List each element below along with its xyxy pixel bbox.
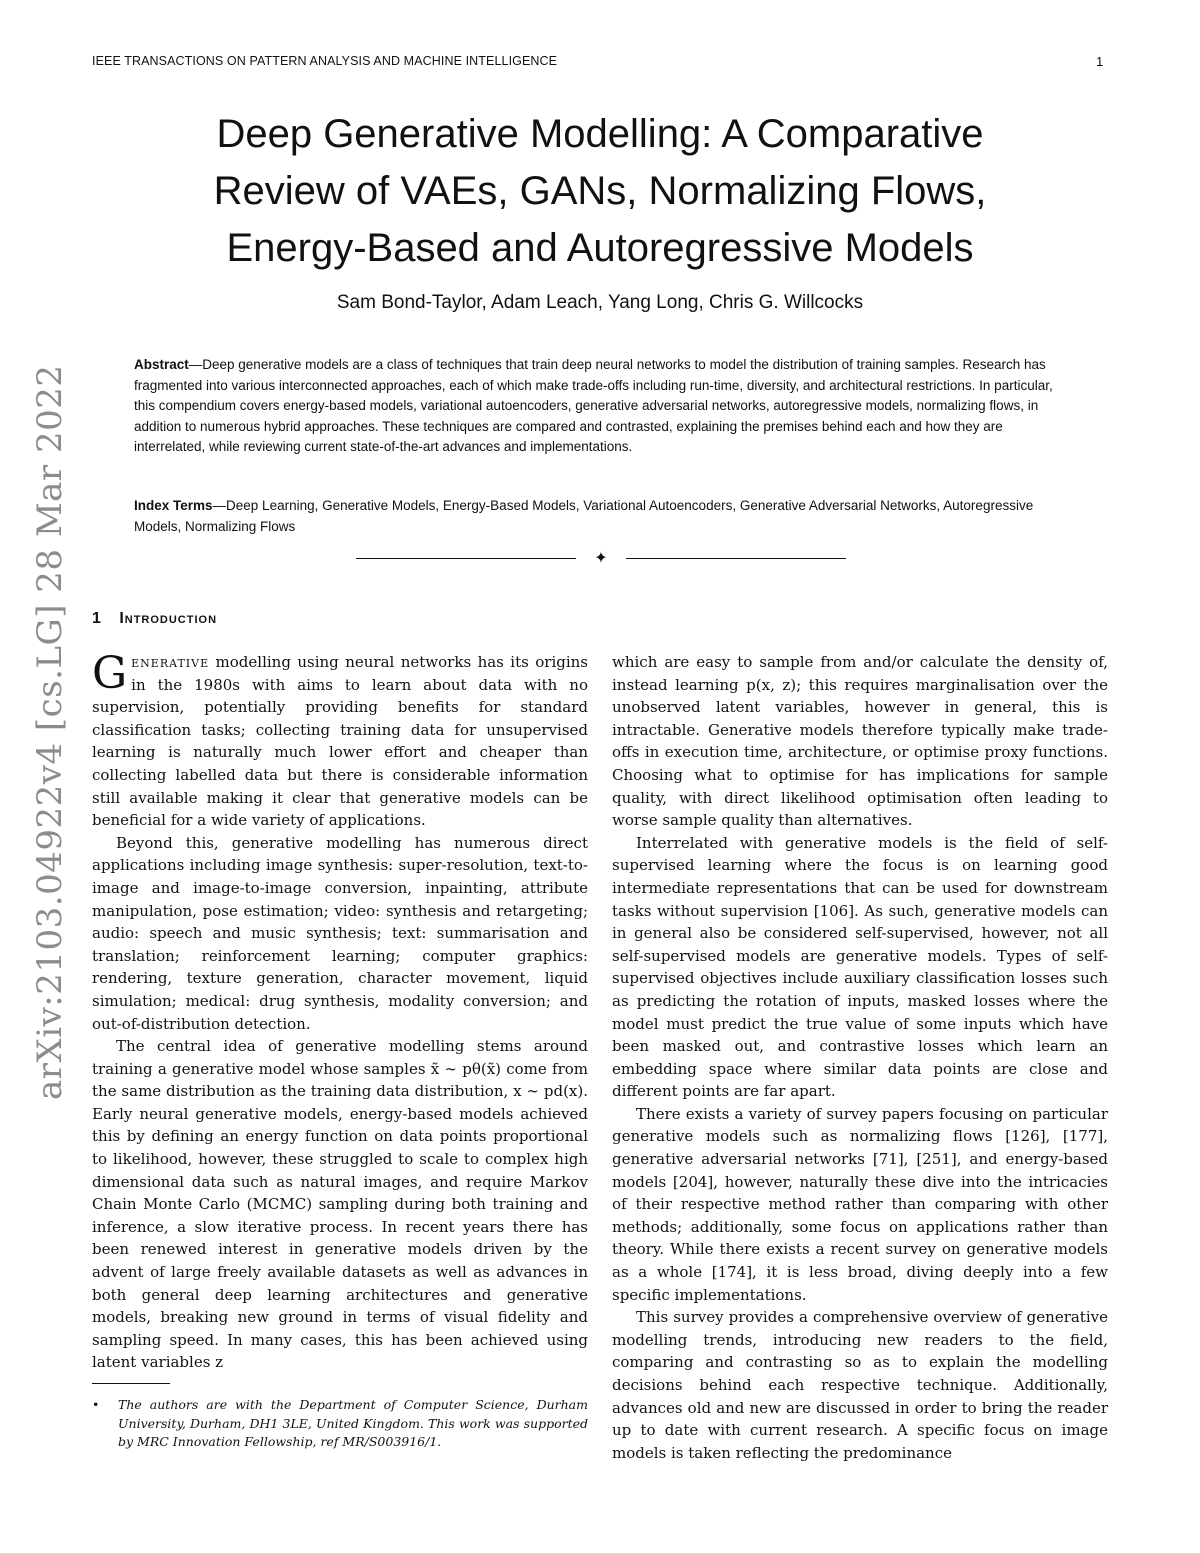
footnote-rule (92, 1383, 170, 1384)
paragraph: This survey provides a comprehensive overview of generative modelling trends, introducing new readers to the field, comparing and contrasting so as to explain the modelling decisions behind each respective technique. Additionally, advances old and new are discussed in order to bring the reader up to date with current research. A specific focus on image models is taken reflecting the predominance (612, 1308, 1108, 1462)
left-column (92, 648, 588, 1374)
author-list: Sam Bond-Taylor, Adam Leach, Yang Long, Chris G. Willcocks (336, 292, 864, 313)
footnote-text: The authors are with the Department of Computer Science, Durham University, Durham, DH1 3LE, United Kingdom. This work was supported by MRC Innovation Fellowship, ref MR/S003916/1. (118, 1397, 588, 1449)
paragraph: There exists a variety of survey papers focusing on particular generative models such as normalizing flows [126], [177], generative adversarial networks [71], [251], and energy-based models [204], however, naturally these dive into the intricacies of their respective method rather than comparing with other methods; additionally, some focus on applications rather than theory. While there exists a recent survey on generative models as a whole [174], it is less broad, diving deeply into a few specific implementations. (612, 1104, 1108, 1304)
paragraph-text: modelling using neural networks has its origins in the 1980s with aims to learn about data with no supervision, potentially providing benefits for standard classification tasks; collecting training data for unsupervised learning is naturally much lower effort and cheaper than collecting labelled data but there is considerable information still available making it clear that generative models can be beneficial for a wide variety of applications. (92, 653, 588, 830)
title-line: Review of VAEs, GANs, Normalizing Flows, (213, 169, 987, 213)
index-terms-label: Index Terms (134, 498, 213, 513)
running-header: IEEE TRANSACTIONS ON PATTERN ANALYSIS AND MACHINE INTELLIGENCE (92, 54, 558, 68)
dropcap: G (92, 648, 128, 699)
index-terms-text: —Deep Learning, Generative Models, Energy-Based Models, Variational Autoencoders, Generative Adversarial Networks, Autoregressive Models, Normalizing Flows (134, 498, 1034, 534)
title-line: Deep Generative Modelling: A Comparative (216, 112, 984, 156)
paragraph (92, 648, 588, 832)
footnote-bullet: • (92, 1397, 100, 1412)
divider-line-right (626, 558, 846, 559)
index-terms (134, 496, 1066, 537)
arxiv-stamp: arXiv:2103.04922v4 [cs.LG] 28 Mar 2022 (30, 364, 70, 1100)
title-line: Energy-Based and Autoregressive Models (226, 226, 974, 270)
section-heading (92, 610, 217, 628)
divider-line-left (356, 558, 576, 559)
abstract-text: —Deep generative models are a class of techniques that train deep neural networks to model the distribution of training samples. Research has fragmented into various interconnected approaches, each of which make trade-offs including run-time, diversity, and architectural restrictions. In particular, this compendium covers energy-based models, variational autoencoders, generative adversarial networks, autoregressive models, normalizing flows, in addition to numerous hybrid approaches. These techniques are compared and contrasted, explaining the premises behind each and how they are interrelated, while reviewing current state-of-the-art advances and implementations. (134, 357, 1053, 454)
paragraph: Beyond this, generative modelling has numerous direct applications including image synthesis: super-resolution, text-to-image and image-to-image conversion, inpainting, attribute manipulation, pose estimation; video: synthesis and retargeting; audio: speech and music synthesis; text: summarisation and translation; reinforcement learning; computer graphics: rendering, texture generation, character movement, liquid simulation; medical: drug synthesis, modality conversion; and out-of-distribution detection. (92, 833, 588, 1033)
section-divider (356, 549, 846, 569)
footnote (92, 1396, 588, 1452)
paragraph: Interrelated with generative models is the field of self-supervised learning where the focus is on learning good intermediate representations that can be used for downstream tasks without supervision [106]. As such, generative models can in general also be considered self-supervised, however, not all self-supervised models are generative models. Types of self-supervised objectives include auxiliary classification losses such as predicting the rotation of inputs, masked losses where the model must predict the true value of some inputs which have been masked out, and contrastive losses which learn an embedding space where similar data points are close and different points are far apart. (612, 833, 1108, 1101)
paper-title (60, 106, 1140, 277)
paragraph: The central idea of generative modelling stems around training a generative model whose samples x̃ ∼ pθ(x̃) come from the same distribution as the training data distribution, x ∼ pd(x). Early neural generative models, energy-based models achieved this by defining an energy function on data points proportional to likelihood, however, these struggled to scale to complex high dimensional data such as natural images, and require Markov Chain Monte Carlo (MCMC) sampling during both training and inference, a slow iterative process. In recent years there has been renewed interest in generative models driven by the advent of large freely available datasets as well as advances in both general deep learning architectures and generative models, breaking new ground in terms of visual fidelity and sampling speed. In many cases, this has been achieved using latent variables z (92, 1037, 588, 1372)
section-number: 1 (92, 610, 102, 627)
abstract (134, 355, 1066, 458)
right-column (612, 651, 1108, 1464)
section-title: Introduction (119, 610, 218, 627)
paragraph: which are easy to sample from and/or calculate the density of, instead learning p(x, z); this requires marginalisation over the unobserved latent variables, however in general, this is intractable. Generative models therefore typically make trade-offs in execution time, architecture, or optimise proxy functions. Choosing what to optimise for has implications for sample quality, with direct likelihood optimisation often leading to worse sample quality than alternatives. (612, 653, 1108, 830)
abstract-label: Abstract (134, 357, 189, 372)
lead-smallcaps: enerative (131, 653, 210, 671)
diamond-icon: ✦ (594, 548, 608, 567)
page-number: 1 (1096, 54, 1104, 69)
